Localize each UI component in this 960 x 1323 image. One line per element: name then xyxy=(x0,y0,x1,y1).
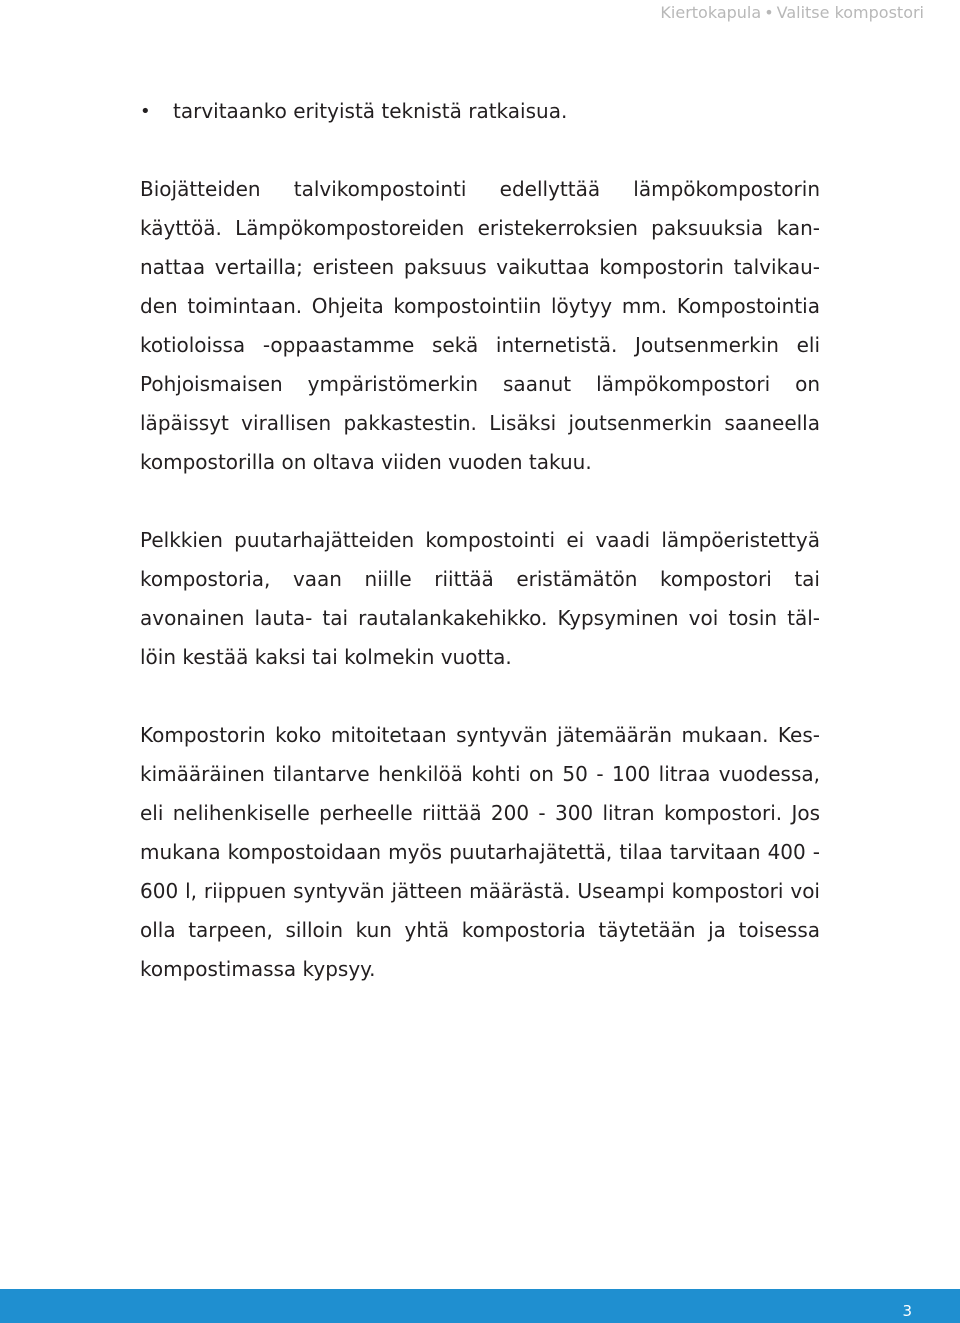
header-separator: • xyxy=(764,3,774,22)
paragraph-composter-size: Kompostorin koko mitoitetaan syntyvän jätemäärän mukaan. Keskimääräinen tilantarve henkilöä kohti on 50 - 100 litraa vuodessa, eli nelihenkiselle perheelle riittää 200 - 300 litran kompostori. Jos mukana kompostoidaan myös puutarhajätettä, tilaa tarvitaan 400 - 600 l, riippuen syntyvän jätteen määrästä. Useampi kompostori voi olla tarpeen, silloin kun yhtä kompostoria täytetään ja toisessa kompostimassa kypsyy. xyxy=(140,723,820,981)
bullet-text: tarvitaanko erityistä teknistä ratkaisua. xyxy=(173,99,568,123)
footer-bar xyxy=(0,1289,960,1323)
publication-title: Kiertokapula xyxy=(660,3,762,22)
bullet-item xyxy=(140,92,820,131)
bullet-dot-icon: • xyxy=(140,101,151,122)
paragraph-garden-waste: Pelkkien puutarhajätteiden kompostointi ei vaadi lämpöeristettyä kompostoria, vaan niille riittää eristämätön kompostori tai avonainen lauta- tai rautalankakehikko. Kypsyminen voi tosin tällöin kestää kaksi tai kolmekin vuotta. xyxy=(140,528,820,669)
paragraph-winter-composting: Biojätteiden talvikompostointi edellyttää lämpökompostorin käyttöä. Lämpökompostoreiden eristekerroksien paksuuksia kannattaa vertailla; eristeen paksuus vaikuttaa kompostorin talvikauden toimintaan. Ohjeita kompostointiin löytyy mm. Kompostointia kotioloissa -oppaastamme sekä internetistä. Joutsenmerkin eli Pohjoismaisen ympäristömerkin saanut lämpökompostori on läpäissyt virallisen pakkastestin. Lisäksi joutsenmerkin saaneella kompostorilla on oltava viiden vuoden takuu. xyxy=(140,177,820,474)
page-number: 3 xyxy=(902,1302,912,1320)
bullet-list xyxy=(140,92,820,131)
running-header xyxy=(660,2,924,24)
main-content xyxy=(140,92,820,989)
section-title: Valitse kompostori xyxy=(776,3,924,22)
